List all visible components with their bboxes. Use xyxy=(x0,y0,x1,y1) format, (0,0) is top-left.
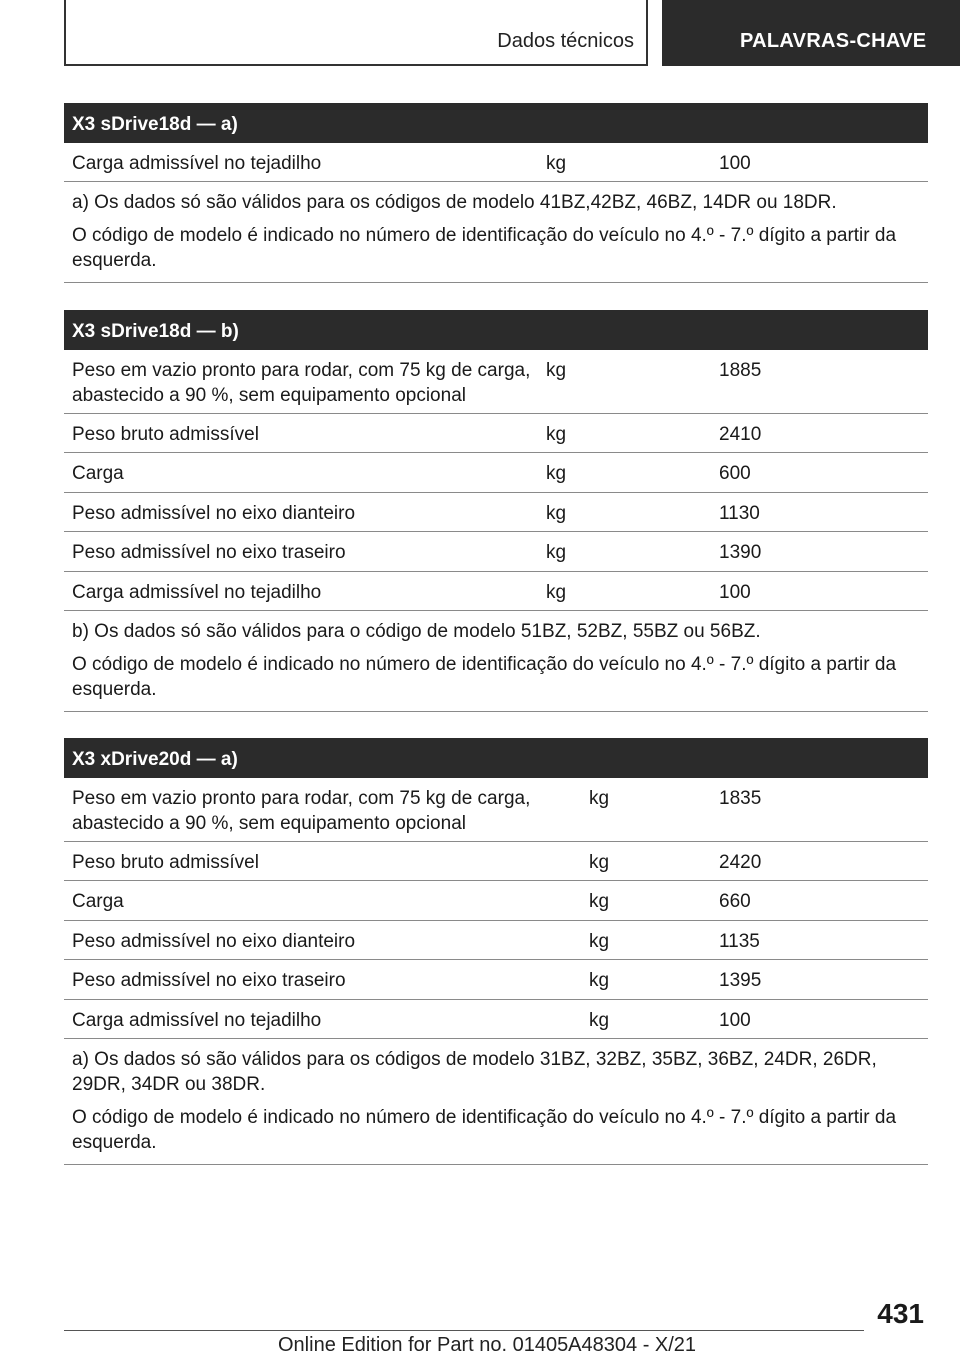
row-unit: kg xyxy=(589,930,610,952)
spec-table-sdrive18d-a xyxy=(64,103,928,283)
row-label: Carga xyxy=(72,891,124,913)
table-row xyxy=(64,572,928,611)
footnote-text: a) Os dados só são válidos para os códigos de modelo 41BZ,42BZ, 46BZ, 14DR ou 18DR. xyxy=(72,192,837,214)
footnote-text: b) Os dados só são válidos para o código de modelo 51BZ, 52BZ, 55BZ ou 56BZ. xyxy=(72,620,761,642)
row-unit: kg xyxy=(589,891,610,913)
section-title: Dados técnicos xyxy=(497,30,634,52)
table-title: X3 sDrive18d — b) xyxy=(64,310,928,350)
row-label: Peso bruto admissível xyxy=(72,852,259,873)
row-value: 100 xyxy=(719,1009,751,1031)
row-value: 100 xyxy=(719,581,751,603)
row-value: 1835 xyxy=(719,788,762,809)
row-label: Peso em vazio pronto para rodar, com 75 kg de carga, abastecido a 90 %, sem equipamento opcional xyxy=(72,360,531,406)
row-unit: kg xyxy=(546,542,567,564)
row-unit: kg xyxy=(546,502,567,524)
row-unit: kg xyxy=(546,424,567,445)
row-label: Peso admissível no eixo dianteiro xyxy=(72,930,356,952)
row-value: 1885 xyxy=(719,360,762,381)
row-label: Peso em vazio pronto para rodar, com 75 kg de carga, abastecido a 90 %, sem equipamento opcional xyxy=(72,788,531,834)
table-row xyxy=(64,842,928,881)
row-unit: kg xyxy=(589,788,610,809)
row-value: 660 xyxy=(719,891,751,913)
row-value: 600 xyxy=(719,463,751,485)
keywords-tab-label[interactable]: PALAVRAS-CHAVE xyxy=(740,30,927,52)
table-row xyxy=(64,453,928,492)
header-section-box xyxy=(64,0,648,66)
row-label: Carga admissível no tejadilho xyxy=(72,153,322,174)
page-number: 431 xyxy=(877,1298,924,1329)
footnote-text: O código de modelo é indicado no número de identificação do veículo no 4.º - 7.º dígito a partir da esquerda. xyxy=(72,1106,897,1153)
row-label: Peso admissível no eixo traseiro xyxy=(72,542,346,564)
row-label: Carga admissível no tejadilho xyxy=(72,1009,322,1031)
row-value: 1395 xyxy=(719,970,762,992)
table-footnote xyxy=(64,1039,928,1165)
row-value: 2410 xyxy=(719,424,762,445)
footnote-text: O código de modelo é indicado no número de identificação do veículo no 4.º - 7.º dígito a partir da esquerda. xyxy=(72,225,897,272)
row-unit: kg xyxy=(546,360,567,381)
row-label: Carga admissível no tejadilho xyxy=(72,581,322,603)
edition-note: Online Edition for Part no. 01405A48304 - X/21 xyxy=(278,1334,697,1356)
table-title: X3 xDrive20d — a) xyxy=(64,738,928,778)
table-row xyxy=(64,1000,928,1039)
table-row xyxy=(64,532,928,571)
table-row xyxy=(64,143,928,182)
table-title: X3 sDrive18d — a) xyxy=(64,103,928,143)
row-label: Peso bruto admissível xyxy=(72,424,259,445)
row-value: 100 xyxy=(719,153,751,174)
table-row xyxy=(64,350,928,414)
row-unit: kg xyxy=(546,581,567,603)
spec-table-xdrive20d-a xyxy=(64,738,928,1165)
row-label: Peso admissível no eixo traseiro xyxy=(72,970,346,992)
footer-divider xyxy=(64,1330,864,1331)
table-footnote xyxy=(64,611,928,712)
row-label: Peso admissível no eixo dianteiro xyxy=(72,502,356,524)
row-value: 2420 xyxy=(719,852,762,873)
table-row xyxy=(64,778,928,842)
spec-table-sdrive18d-b xyxy=(64,310,928,712)
footnote-text: a) Os dados só são válidos para os códigos de modelo 31BZ, 32BZ, 35BZ, 36BZ, 24DR, 26DR, 29DR, 34DR ou 38DR. xyxy=(72,1048,877,1095)
row-unit: kg xyxy=(546,463,567,485)
row-value: 1390 xyxy=(719,542,762,564)
table-row xyxy=(64,493,928,532)
table-row xyxy=(64,960,928,999)
row-unit: kg xyxy=(546,153,567,174)
table-row xyxy=(64,414,928,453)
table-row xyxy=(64,921,928,960)
row-value: 1130 xyxy=(719,502,760,524)
table-footnote xyxy=(64,182,928,283)
row-value: 1135 xyxy=(719,930,760,952)
row-unit: kg xyxy=(589,852,610,873)
row-unit: kg xyxy=(589,970,610,992)
table-row xyxy=(64,881,928,920)
row-label: Carga xyxy=(72,463,124,485)
footnote-text: O código de modelo é indicado no número de identificação do veículo no 4.º - 7.º dígito a partir da esquerda. xyxy=(72,653,897,700)
row-unit: kg xyxy=(589,1009,610,1031)
